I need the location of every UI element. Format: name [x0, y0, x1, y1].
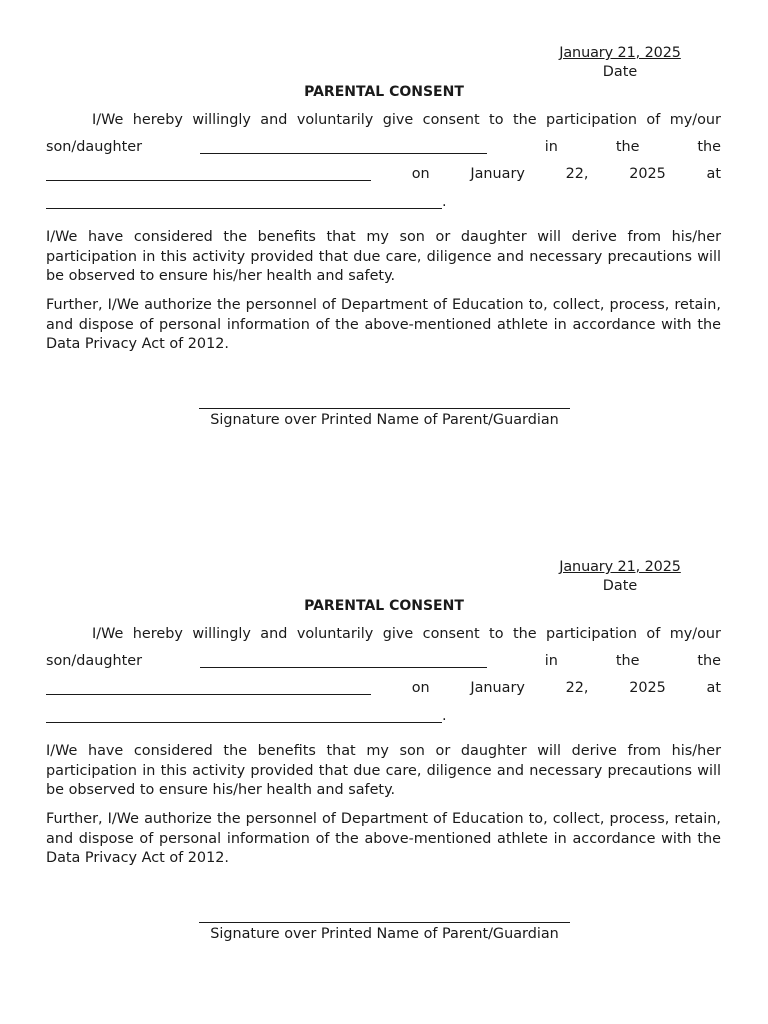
word: of	[646, 626, 661, 642]
benefits-paragraph: I/We have considered the benefits that my son or daughter will derive from his/her participation in this activity provided that due care, diligence and necessary precautions will be observed to ensure his/her health and safety.	[46, 229, 721, 284]
child-name-field[interactable]	[200, 139, 487, 154]
form-title: PARENTAL CONSENT	[304, 84, 464, 100]
word: the	[615, 653, 640, 669]
date-value: January 21, 2025	[559, 559, 681, 575]
date-label: Date	[602, 578, 638, 594]
privacy-paragraph: Further, I/We authorize the personnel of Department of Education to, collect, process, retain, and dispose of personal information of the above-mentioned athlete in accordance with the Data Privacy Act of 2012.	[46, 811, 721, 866]
consent-line-4	[46, 707, 721, 727]
consent-line-2	[46, 138, 721, 158]
word: 2025	[629, 680, 666, 696]
word: in	[544, 139, 558, 155]
consent-form-1	[0, 0, 768, 430]
word: of	[646, 112, 661, 128]
word: at	[706, 166, 721, 182]
word: participation	[546, 112, 637, 128]
word: participation	[546, 626, 637, 642]
son-daughter-label: son/daughter	[46, 139, 143, 155]
word: give	[382, 112, 414, 128]
period: .	[442, 194, 447, 210]
word: I/We	[92, 626, 124, 642]
word: 2025	[629, 166, 666, 182]
word: January	[470, 166, 525, 182]
word: consent	[422, 112, 480, 128]
signature-line[interactable]	[199, 922, 570, 923]
word: hereby	[132, 112, 183, 128]
word: on	[411, 166, 430, 182]
word: to	[489, 112, 504, 128]
word: hereby	[132, 626, 183, 642]
word: willingly	[192, 626, 251, 642]
word: voluntarily	[296, 626, 374, 642]
word: consent	[422, 626, 480, 642]
word: voluntarily	[296, 112, 374, 128]
form-title: PARENTAL CONSENT	[304, 598, 464, 614]
word: my/our	[669, 626, 721, 642]
consent-line-3	[46, 679, 721, 699]
consent-line-2	[46, 652, 721, 672]
word: the	[615, 139, 640, 155]
word: and	[260, 112, 288, 128]
consent-line-1	[46, 111, 721, 131]
signature-line[interactable]	[199, 408, 570, 409]
word: I/We	[92, 112, 124, 128]
date-block	[557, 44, 683, 82]
word: on	[411, 680, 430, 696]
benefits-paragraph: I/We have considered the benefits that my son or daughter will derive from his/her participation in this activity provided that due care, diligence and necessary precautions will be observed to ensure his/her health and safety.	[46, 743, 721, 798]
word: the	[512, 626, 537, 642]
signature-label: Signature over Printed Name of Parent/Guardian	[210, 926, 559, 942]
consent-line-1	[46, 625, 721, 645]
word: in	[544, 653, 558, 669]
word: the	[697, 139, 721, 155]
word: the	[697, 653, 721, 669]
word: at	[706, 680, 721, 696]
word: give	[382, 626, 414, 642]
event-name-field[interactable]	[46, 680, 371, 695]
word: January	[470, 680, 525, 696]
consent-line-4	[46, 193, 721, 213]
venue-field[interactable]	[46, 194, 442, 209]
word: willingly	[192, 112, 251, 128]
child-name-field[interactable]	[200, 653, 487, 668]
venue-field[interactable]	[46, 708, 442, 723]
word: my/our	[669, 112, 721, 128]
son-daughter-label: son/daughter	[46, 653, 143, 669]
event-name-field[interactable]	[46, 166, 371, 181]
date-label: Date	[602, 64, 638, 80]
word: 22,	[565, 166, 589, 182]
privacy-paragraph: Further, I/We authorize the personnel of Department of Education to, collect, process, retain, and dispose of personal information of the above-mentioned athlete in accordance with the Data Privacy Act of 2012.	[46, 297, 721, 352]
word: 22,	[565, 680, 589, 696]
consent-form-2	[0, 514, 768, 944]
date-value: January 21, 2025	[559, 45, 681, 61]
period: .	[442, 708, 447, 724]
date-block	[557, 558, 683, 596]
word: to	[489, 626, 504, 642]
word: the	[512, 112, 537, 128]
consent-line-3	[46, 165, 721, 185]
word: and	[260, 626, 288, 642]
signature-label: Signature over Printed Name of Parent/Guardian	[210, 412, 559, 428]
